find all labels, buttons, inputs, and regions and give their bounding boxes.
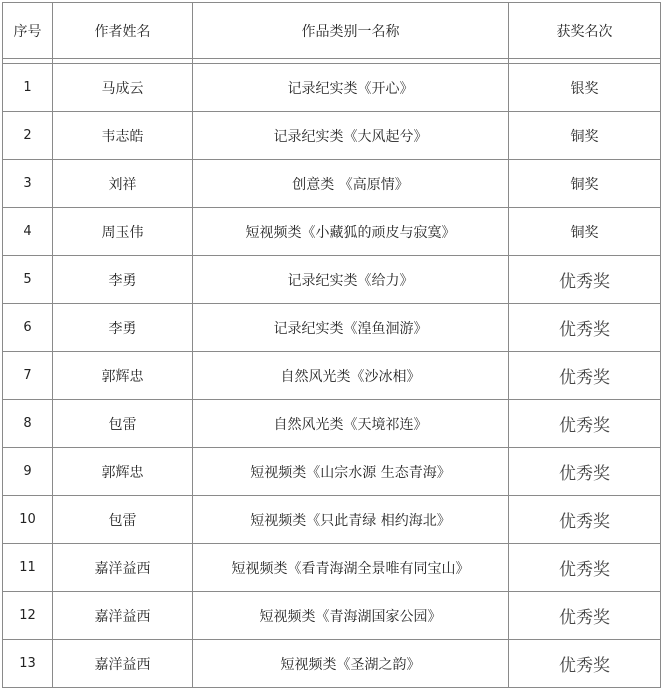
cell-work: 记录纪实类《开心》 <box>193 64 509 112</box>
cell-award: 优秀奖 <box>509 544 661 592</box>
cell-work: 记录纪实类《大风起兮》 <box>193 112 509 160</box>
cell-work: 自然风光类《天境祁连》 <box>193 400 509 448</box>
cell-award: 优秀奖 <box>509 448 661 496</box>
cell-award: 优秀奖 <box>509 592 661 640</box>
cell-seq: 3 <box>3 160 53 208</box>
cell-award: 铜奖 <box>509 208 661 256</box>
cell-seq: 13 <box>3 640 53 688</box>
cell-author: 包雷 <box>53 496 193 544</box>
table-body <box>3 59 661 688</box>
cell-seq: 10 <box>3 496 53 544</box>
header-seq: 序号 <box>3 3 53 59</box>
cell-author: 周玉伟 <box>53 208 193 256</box>
table-row <box>3 448 661 496</box>
cell-author: 马成云 <box>53 64 193 112</box>
table-row <box>3 496 661 544</box>
cell-author: 郭辉忠 <box>53 448 193 496</box>
cell-author: 李勇 <box>53 304 193 352</box>
table-row <box>3 112 661 160</box>
table-row <box>3 592 661 640</box>
cell-award: 优秀奖 <box>509 304 661 352</box>
cell-award: 银奖 <box>509 64 661 112</box>
cell-seq: 11 <box>3 544 53 592</box>
cell-award: 优秀奖 <box>509 256 661 304</box>
cell-seq: 7 <box>3 352 53 400</box>
cell-author: 包雷 <box>53 400 193 448</box>
cell-award: 优秀奖 <box>509 400 661 448</box>
table-row <box>3 256 661 304</box>
cell-work: 记录纪实类《给力》 <box>193 256 509 304</box>
table-row <box>3 352 661 400</box>
table-row <box>3 640 661 688</box>
cell-seq: 12 <box>3 592 53 640</box>
cell-seq: 9 <box>3 448 53 496</box>
cell-work: 短视频类《青海湖国家公园》 <box>193 592 509 640</box>
cell-author: 韦志皓 <box>53 112 193 160</box>
header-author: 作者姓名 <box>53 3 193 59</box>
cell-work: 记录纪实类《湟鱼洄游》 <box>193 304 509 352</box>
table-row <box>3 304 661 352</box>
table-row <box>3 400 661 448</box>
cell-work: 短视频类《山宗水源 生态青海》 <box>193 448 509 496</box>
table-row <box>3 160 661 208</box>
cell-author: 郭辉忠 <box>53 352 193 400</box>
cell-author: 李勇 <box>53 256 193 304</box>
cell-work: 短视频类《圣湖之韵》 <box>193 640 509 688</box>
cell-author: 嘉洋益西 <box>53 592 193 640</box>
cell-author: 嘉洋益西 <box>53 640 193 688</box>
cell-work: 创意类 《高原情》 <box>193 160 509 208</box>
cell-award: 优秀奖 <box>509 496 661 544</box>
header-award: 获奖名次 <box>509 3 661 59</box>
cell-work: 自然风光类《沙冰相》 <box>193 352 509 400</box>
cell-award: 优秀奖 <box>509 352 661 400</box>
cell-seq: 8 <box>3 400 53 448</box>
cell-award: 铜奖 <box>509 112 661 160</box>
cell-seq: 6 <box>3 304 53 352</box>
header-work: 作品类别一名称 <box>193 3 509 59</box>
cell-seq: 1 <box>3 64 53 112</box>
cell-work: 短视频类《只此青绿 相约海北》 <box>193 496 509 544</box>
cell-seq: 2 <box>3 112 53 160</box>
cell-award: 优秀奖 <box>509 640 661 688</box>
cell-seq: 5 <box>3 256 53 304</box>
table-row <box>3 544 661 592</box>
table-row <box>3 208 661 256</box>
header-row <box>3 3 661 59</box>
awards-table <box>2 2 661 688</box>
cell-work: 短视频类《小藏狐的顽皮与寂寞》 <box>193 208 509 256</box>
cell-seq: 4 <box>3 208 53 256</box>
cell-author: 刘祥 <box>53 160 193 208</box>
table-header <box>3 3 661 59</box>
cell-award: 铜奖 <box>509 160 661 208</box>
cell-author: 嘉洋益西 <box>53 544 193 592</box>
cell-work: 短视频类《看青海湖全景唯有同宝山》 <box>193 544 509 592</box>
table-row <box>3 64 661 112</box>
